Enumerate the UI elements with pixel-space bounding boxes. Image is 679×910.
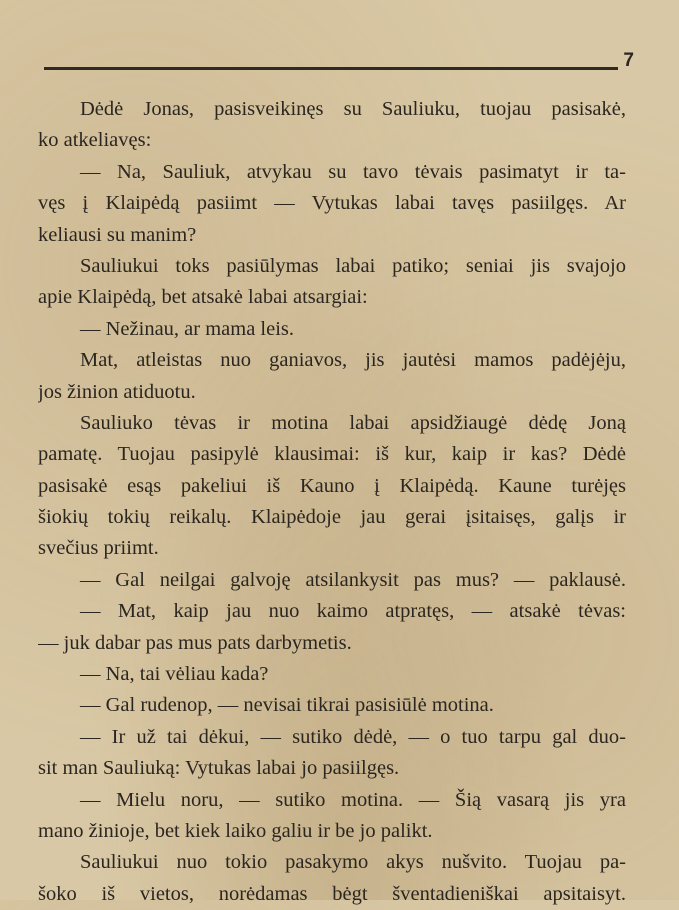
text-line: jos žinion atiduotu.	[38, 380, 196, 403]
text-line: Sauliuko tėvas ir motina labai apsidžiaugė dėdę Joną	[80, 411, 626, 434]
text-line: šoko iš vietos, norėdamas bėgt šventadieniškai apsitaisyt.	[38, 882, 626, 905]
text-line: šiokių tokių reikalų. Klaipėdoje jau gerai įsitaisęs, galįs ir	[38, 506, 626, 529]
text-line: mano žinioje, bet kiek laiko galiu ir be jo palikt.	[38, 819, 433, 842]
text-line: ko atkeliavęs:	[38, 129, 152, 152]
body-text	[38, 94, 626, 910]
text-line: — Mat, kaip jau nuo kaimo atpratęs, — atsakė tėvas:	[80, 600, 626, 623]
text-line: — juk dabar pas mus pats darbymetis.	[38, 631, 352, 654]
text-line: Dėdė Jonas, pasisveikinęs su Sauliuku, tuojau pasisakė,	[80, 98, 626, 120]
text-line: pasisakė esąs pakeliui iš Kauno į Klaipėdą. Kaune turėjęs	[38, 474, 626, 497]
text-line: apie Klaipėdą, bet atsakė labai atsargiai:	[38, 286, 368, 309]
text-line: — Mielu noru, — sutiko motina. — Šią vasarą jis yra	[80, 788, 626, 811]
text-line: pamatę. Tuojau pasipylė klausimai: iš kur, kaip ir kas? Dėdė	[38, 443, 626, 466]
text-line: — Ir už tai dėkui, — sutiko dėdė, — o tuo tarpu gal duo-	[80, 725, 626, 748]
text-line: vęs į Klaipėdą pasiimt — Vytukas labai tavęs pasiilgęs. Ar	[38, 192, 626, 215]
text-line: svečius priimt.	[38, 537, 159, 560]
text-line: — Gal neilgai galvoję atsilankysit pas mus? — paklausė.	[80, 568, 626, 591]
text-line: keliausi su manim?	[38, 223, 197, 246]
page-number: 7	[623, 50, 634, 71]
header-rule	[44, 67, 618, 70]
text-line: Sauliukui nuo tokio pasakymo akys nušvito. Tuojau pa-	[80, 851, 626, 874]
page-header	[44, 50, 634, 80]
text-line: Mat, atleistas nuo ganiavos, jis jautėsi mamos padėjėju,	[80, 349, 626, 372]
text-line: sit man Sauliuką: Vytukas labai jo pasiilgęs.	[38, 757, 400, 780]
text-line: — Na, Sauliuk, atvykau su tavo tėvais pasimatyt ir ta-	[80, 160, 626, 183]
text-line: Sauliukui toks pasiūlymas labai patiko; seniai jis svajojo	[80, 254, 626, 277]
text-line: — Gal rudenop, — nevisai tikrai pasisiūlė motina.	[80, 694, 494, 717]
text-line: — Na, tai vėliau kada?	[80, 663, 269, 686]
text-line: — Nežinau, ar mama leis.	[80, 317, 295, 340]
